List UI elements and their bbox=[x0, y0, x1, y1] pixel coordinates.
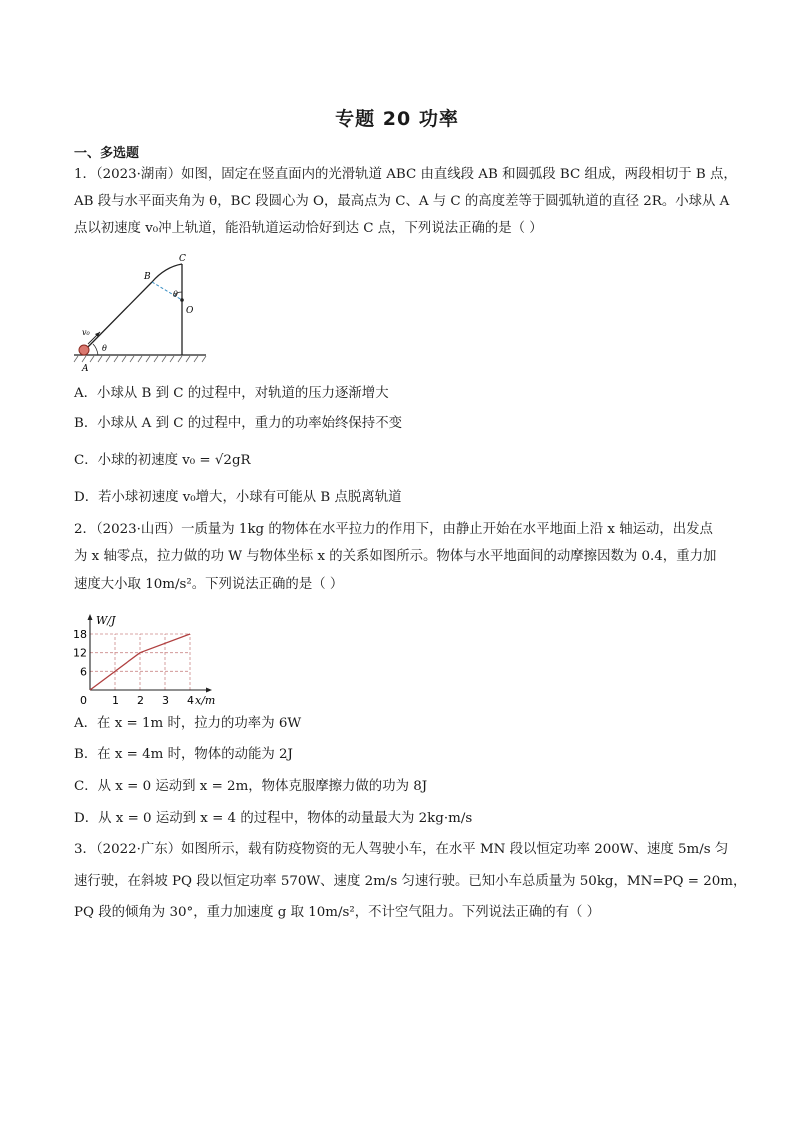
y-axis-arrow bbox=[88, 614, 93, 620]
label-v0: v₀ bbox=[82, 328, 90, 337]
q2-work-displacement-chart bbox=[70, 604, 230, 710]
q1-text-line1: 1．（2023·湖南）如图，固定在竖直面内的光滑轨道 ABC 由直线段 AB 和圆弧段 BC 组成，两段相切于 B 点， bbox=[74, 167, 737, 182]
q1-option-b: B．小球从 A 到 C 的过程中，重力的功率始终保持不变 bbox=[74, 416, 402, 431]
q1-option-d: D．若小球初速度 v₀增大，小球有可能从 B 点脱离轨道 bbox=[74, 490, 402, 505]
y-tick-label: 6 bbox=[80, 665, 87, 679]
x-axis-arrow bbox=[206, 688, 212, 693]
x-tick-label: 1 bbox=[112, 694, 119, 707]
q2-option-a: A．在 x = 1m 时，拉力的功率为 6W bbox=[74, 716, 302, 731]
q1-text-line3: 点以初速度 v₀冲上轨道，能沿轨道运动恰好到达 C 点，下列说法正确的是（ ） bbox=[74, 221, 543, 236]
y-tick-label: 12 bbox=[73, 646, 87, 660]
label-C: C bbox=[179, 254, 186, 264]
q2-option-d: D．从 x = 0 运动到 x = 4 的过程中，物体的动量最大为 2kg·m/s bbox=[74, 811, 473, 826]
label-O: O bbox=[186, 306, 194, 316]
label-A: A bbox=[82, 364, 89, 374]
q1-option-c: C．小球的初速度 v₀ = √2gR bbox=[74, 453, 251, 468]
q3-text-line3: PQ 段的倾角为 30°，重力加速度 g 取 10m/s²，不计空气阻力。下列说法正确的有（ ） bbox=[74, 905, 601, 920]
x-axis-label: x/m bbox=[195, 694, 216, 707]
label-B: B bbox=[144, 272, 151, 282]
x-tick-label: 3 bbox=[162, 694, 169, 707]
label-theta-A: θ bbox=[102, 344, 107, 353]
q2-text-line2: 为 x 轴零点，拉力做的功 W 与物体坐标 x 的关系如图所示。物体与水平地面间的动摩擦因数为 0.4，重力加 bbox=[74, 549, 717, 564]
q1-option-a: A．小球从 B 到 C 的过程中，对轨道的压力逐渐增大 bbox=[74, 386, 389, 401]
q2-option-c: C．从 x = 0 运动到 x = 2m，物体克服摩擦力做的功为 8J bbox=[74, 779, 428, 794]
q3-text-line2: 速行驶，在斜坡 PQ 段以恒定功率 570W、速度 2m/s 匀速行驶。已知小车总质量为 50kg，MN=PQ = 20m， bbox=[74, 874, 747, 889]
x-tick-label: 2 bbox=[137, 694, 144, 707]
label-theta-O: θ bbox=[173, 290, 178, 299]
y-axis-label: W/J bbox=[96, 614, 116, 627]
y-tick-label: 18 bbox=[73, 628, 87, 641]
section-heading: 一、多选题 bbox=[74, 146, 140, 161]
q2-text-line3: 速度大小取 10m/s²。下列说法正确的是（ ） bbox=[74, 577, 344, 592]
x-tick-label: 0 bbox=[80, 694, 87, 707]
page-title: 专题 20 功率 bbox=[335, 108, 459, 130]
q1-text-line2: AB 段与水平面夹角为 θ，BC 段圆心为 O，最高点为 C、A 与 C 的高度差等于圆弧轨道的直径 2R。小球从 A bbox=[74, 194, 730, 209]
q2-option-b: B．在 x = 4m 时，物体的动能为 2J bbox=[74, 747, 293, 762]
q2-text-line1: 2．（2023·山西）一质量为 1kg 的物体在水平拉力的作用下，由静止开始在水平地面上沿 x 轴运动，出发点 bbox=[74, 522, 713, 537]
x-tick-label: 4 bbox=[187, 694, 194, 707]
q1-track-figure bbox=[72, 250, 212, 375]
q3-text-line1: 3．（2022·广东）如图所示，载有防疫物资的无人驾驶小车，在水平 MN 段以恒定功率 200W、速度 5m/s 匀 bbox=[74, 842, 729, 857]
